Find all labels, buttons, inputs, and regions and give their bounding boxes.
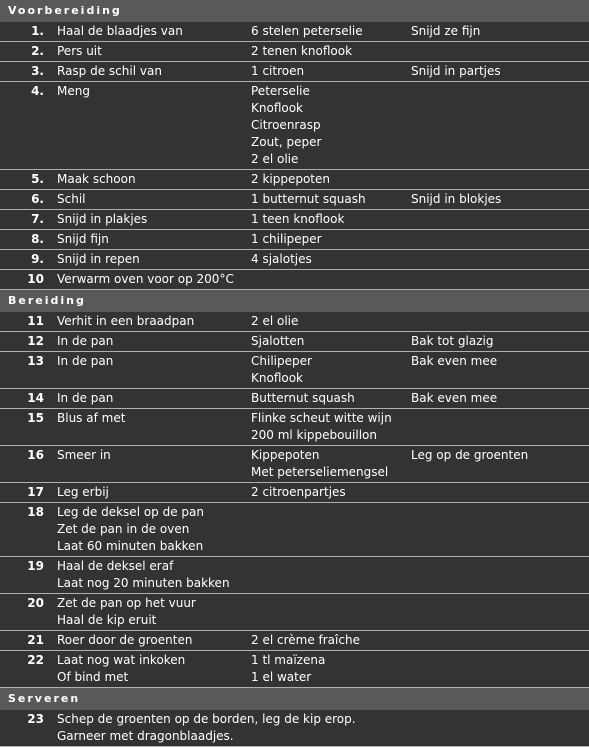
step-action [57,595,247,629]
section-header-bereiding: Bereiding [0,290,589,312]
step-amount-line: 2 el olie [251,152,299,166]
step-amount-line: 2 el olie [251,314,299,328]
step-amount [251,231,406,248]
step-number: 12 [27,334,44,348]
recipe-step-row [0,210,589,230]
step-action-line: Laat nog wat inkoken [57,653,186,667]
step-action [57,63,247,80]
step-number: 23 [27,712,44,726]
step-amount [251,171,406,188]
recipe-step-row [0,250,589,270]
recipe-step-row [0,483,589,503]
step-number: 21 [27,633,44,647]
step-action [57,484,247,501]
step-action [57,313,247,330]
step-action [57,251,247,268]
recipe-step-row [0,312,589,332]
step-note-line: Snijd in partjes [411,64,501,78]
step-action-line: Laat nog 20 minuten bakken [57,576,230,590]
recipe-step-row [0,22,589,42]
step-amount [251,447,406,481]
step-note [411,353,586,370]
recipe-step-row [0,190,589,210]
step-action-line: Verwarm oven voor op 200°C [57,272,234,286]
step-number: 15 [27,411,44,425]
step-amount-line: Met peterseliemengsel [251,465,389,479]
step-amount [251,484,406,501]
step-number: 6. [31,192,44,206]
recipe-step-row [0,389,589,409]
step-amount-line: Knoflook [251,101,304,115]
step-action-line: Verhit in een braadpan [57,314,195,328]
step-amount [251,251,406,268]
step-action-line: Leg de deksel op de pan [57,505,204,519]
recipe-step-row [0,631,589,651]
step-amount-line: 1 teen knoflook [251,212,345,226]
step-amount-line: 1 el water [251,670,312,684]
step-amount-line: 1 butternut squash [251,192,366,206]
step-action [57,271,247,288]
step-action [57,231,247,248]
recipe-step-row [0,62,589,82]
step-action [57,83,247,100]
step-amount [251,83,406,168]
step-number: 5. [31,172,44,186]
step-action-line: Zet de pan in de oven [57,522,190,536]
step-action-line: Smeer in [57,448,111,462]
recipe-step-row [0,230,589,250]
step-amount-line: Kippepoten [251,448,320,462]
step-number: 8. [31,232,44,246]
step-action [57,711,356,745]
step-amount [251,43,406,60]
step-number: 22 [27,653,44,667]
step-action-line: Haal de blaadjes van [57,24,183,38]
recipe-step-row [0,594,589,631]
step-action [57,410,247,427]
step-number: 7. [31,212,44,226]
step-action [57,43,247,60]
step-amount-line: 200 ml kippebouillon [251,428,377,442]
step-amount-line: Flinke scheut witte wijn [251,411,392,425]
step-action [57,390,247,407]
recipe-step-row [0,270,589,290]
step-amount-line: Sjalotten [251,334,305,348]
step-action-line: Snijd fijn [57,232,109,246]
step-action-line: Haal de deksel eraf [57,559,174,573]
step-note-line: Bak even mee [411,354,498,368]
recipe-step-row [0,409,589,446]
step-number: 19 [27,559,44,573]
step-action [57,191,247,208]
step-number: 2. [31,44,44,58]
step-action [57,23,247,40]
step-number: 9. [31,252,44,266]
step-note-line: Snijd in blokjes [411,192,502,206]
step-amount-line: Citroenrasp [251,118,321,132]
step-amount-line: 1 chilipeper [251,232,322,246]
recipe-step-row [0,170,589,190]
step-action-line: Snijd in plakjes [57,212,148,226]
step-action-line: Snijd in repen [57,252,140,266]
step-amount-line: 2 kippepoten [251,172,331,186]
step-action [57,652,247,686]
recipe-step-row [0,446,589,483]
step-number: 11 [27,314,44,328]
section-header-serveren: Serveren [0,688,589,710]
step-amount [251,191,406,208]
step-action-line: Rasp de schil van [57,64,162,78]
step-note-line: Snijd ze fijn [411,24,481,38]
recipe-step-row [0,332,589,352]
step-number: 3. [31,64,44,78]
step-amount [251,390,406,407]
step-action-line: Haal de kip eruit [57,613,157,627]
step-action-line: Of bind met [57,670,129,684]
step-action-line: Garneer met dragonblaadjes. [57,729,234,743]
step-note [411,191,586,208]
recipe-step-row [0,82,589,170]
recipe-step-row [0,557,589,594]
step-amount-line: 6 stelen peterselie [251,24,363,38]
step-action-line: Schil [57,192,86,206]
step-action [57,353,247,370]
step-action-line: Leg erbij [57,485,109,499]
step-number: 20 [27,596,44,610]
step-amount-line: Chilipeper [251,354,312,368]
step-amount [251,313,406,330]
step-note [411,447,586,464]
step-amount [251,63,406,80]
recipe-step-row [0,352,589,389]
recipe-step-row [0,651,589,688]
step-action-line: Maak schoon [57,172,136,186]
step-number: 13 [27,354,44,368]
step-action [57,504,247,555]
step-number: 4. [31,84,44,98]
step-amount [251,652,406,686]
step-action-line: Roer door de groenten [57,633,193,647]
step-number: 10 [27,272,44,286]
step-amount-line: 1 tl maïzena [251,653,326,667]
step-amount [251,211,406,228]
step-amount-line: 1 citroen [251,64,305,78]
step-note [411,23,586,40]
step-action-line: In de pan [57,354,114,368]
step-amount-line: 2 tenen knoflook [251,44,353,58]
step-action-line: Blus af met [57,411,126,425]
step-number: 16 [27,448,44,462]
step-amount [251,353,406,387]
step-action [57,558,247,592]
step-action-line: Pers uit [57,44,102,58]
section-header-voorbereiding: Voorbereiding [0,0,589,22]
recipe-step-row [0,710,589,747]
step-amount-line: 4 sjalotjes [251,252,312,266]
step-amount-line: Peterselie [251,84,310,98]
step-note-line: Bak even mee [411,391,498,405]
step-note [411,333,586,350]
step-amount [251,333,406,350]
step-amount-line: 2 citroenpartjes [251,485,346,499]
step-action-line: Meng [57,84,90,98]
step-amount [251,23,406,40]
step-number: 17 [27,485,44,499]
step-action-line: Schep de groenten op de borden, leg de kip erop. [57,712,356,726]
step-action [57,447,247,464]
step-action [57,171,247,188]
step-note-line: Bak tot glazig [411,334,494,348]
step-action [57,632,247,649]
step-number: 18 [27,505,44,519]
step-action [57,211,247,228]
step-amount [251,632,406,649]
step-amount-line: 2 el crème fraîche [251,633,360,647]
step-note [411,63,586,80]
step-note [411,390,586,407]
step-amount [251,410,406,444]
step-action [57,333,247,350]
step-amount-line: Zout, peper [251,135,322,149]
step-action-line: In de pan [57,334,114,348]
step-number: 14 [27,391,44,405]
step-amount-line: Butternut squash [251,391,355,405]
step-number: 1. [31,24,44,38]
step-action-line: Laat 60 minuten bakken [57,539,204,553]
step-note-line: Leg op de groenten [411,448,529,462]
recipe-step-row [0,42,589,62]
recipe-step-row [0,503,589,557]
step-action-line: Zet de pan op het vuur [57,596,196,610]
step-action-line: In de pan [57,391,114,405]
step-amount-line: Knoflook [251,371,304,385]
